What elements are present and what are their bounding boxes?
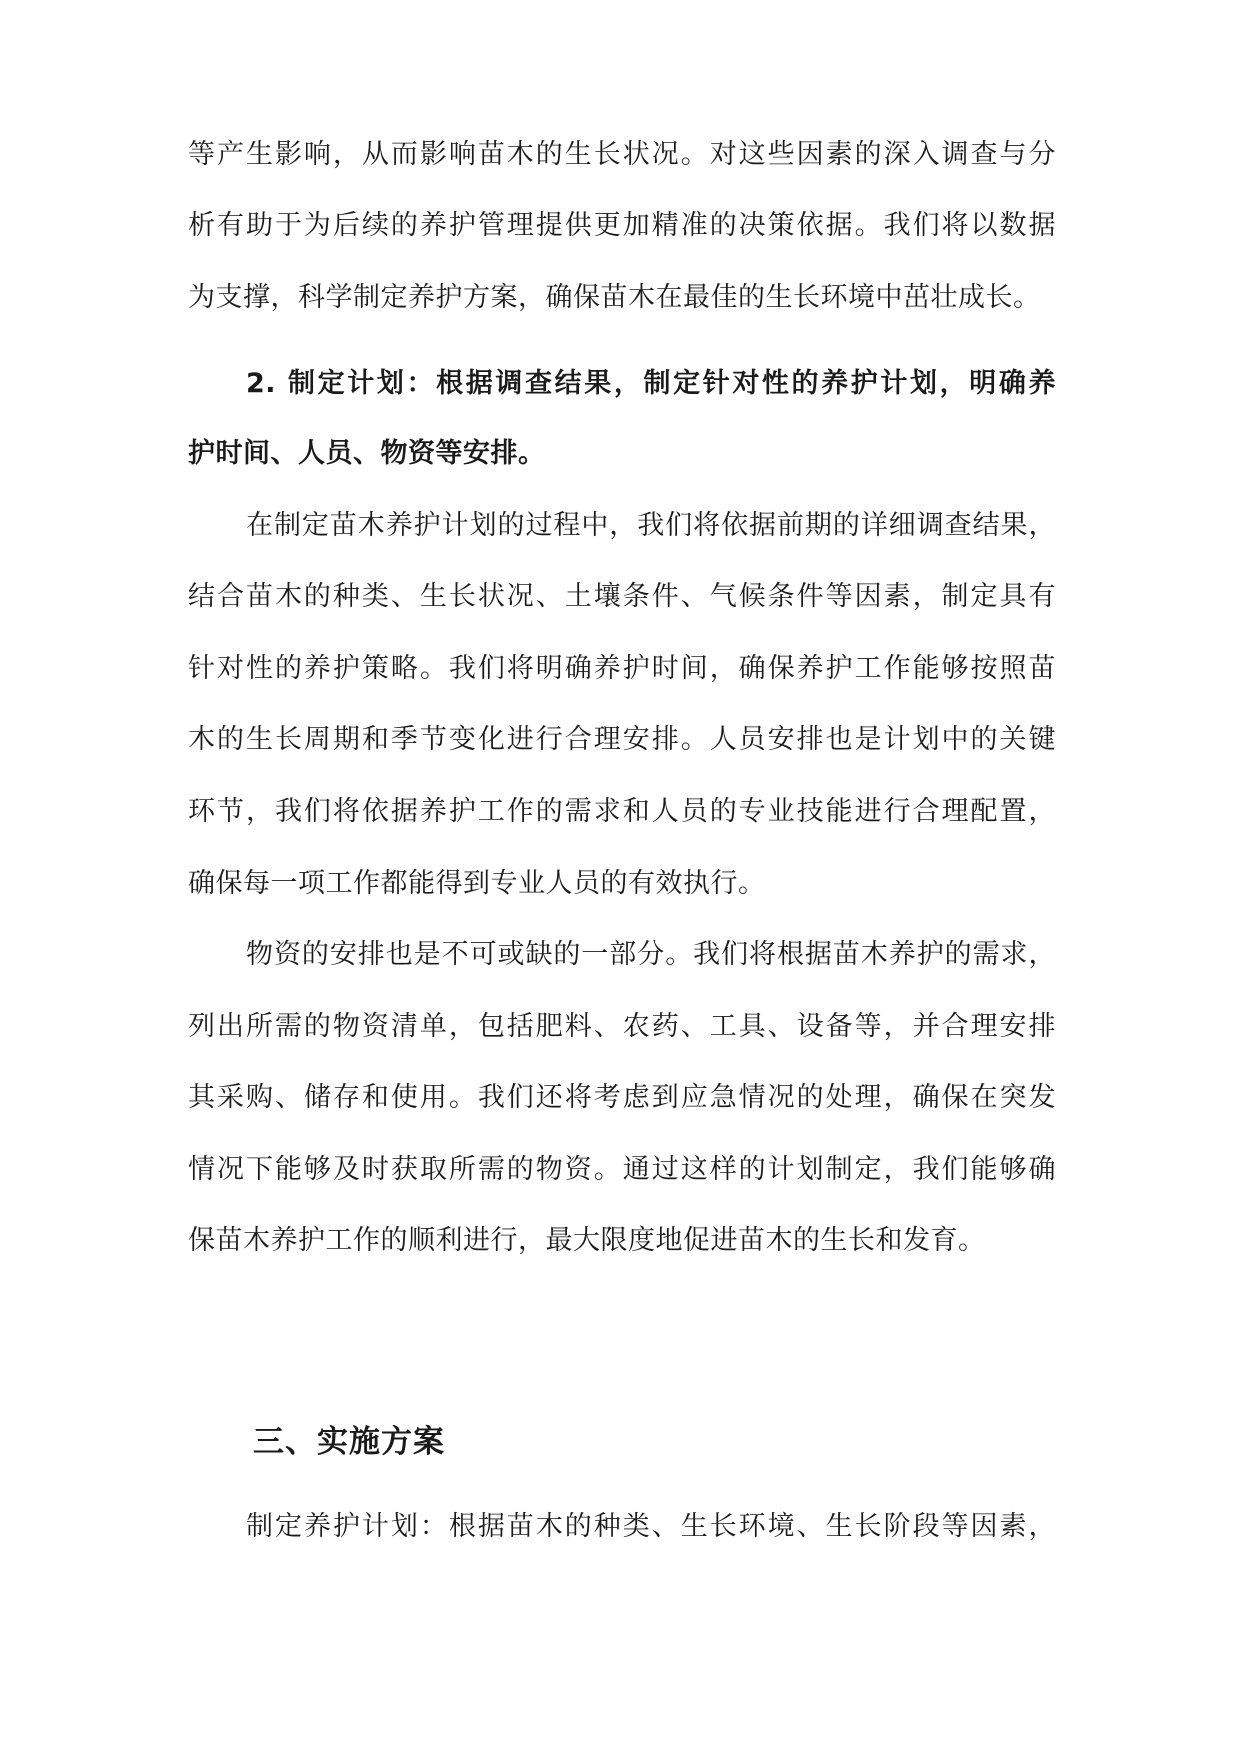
paragraph-3-line-5: 保苗木养护工作的顺利进行，最大限度地促进苗木的生长和发育。	[188, 1225, 986, 1256]
paragraph-4-line-1: 制定养护计划：根据苗木的种类、生长环境、生长阶段等因素，	[246, 1511, 1056, 1542]
paragraph-2-line-2: 结合苗木的种类、生长状况、土壤条件、气候条件等因素，制定具有	[188, 581, 1056, 612]
paragraph-3-line-3: 其采购、储存和使用。我们还将考虑到应急情况的处理，确保在突发	[188, 1082, 1056, 1113]
paragraph-1-line-3: 为支撑，科学制定养护方案，确保苗木在最佳的生长环境中茁壮成长。	[188, 282, 1041, 313]
paragraph-3-line-1: 物资的安排也是不可或缺的一部分。我们将根据苗木养护的需求，	[246, 939, 1056, 970]
paragraph-1-line-2: 析有助于为后续的养护管理提供更加精准的决策依据。我们将以数据	[188, 210, 1056, 241]
item-2-heading-line-1: 2. 制定计划：根据调查结果，制定针对性的养护计划，明确养	[246, 368, 1056, 399]
paragraph-2-line-1: 在制定苗木养护计划的过程中，我们将依据前期的详细调查结果，	[246, 510, 1056, 541]
section-3-title: 三、实施方案	[253, 1424, 445, 1460]
paragraph-3-line-2: 列出所需的物资清单，包括肥料、农药、工具、设备等，并合理安排	[188, 1011, 1056, 1042]
paragraph-3-line-4: 情况下能够及时获取所需的物资。通过这样的计划制定，我们能够确	[188, 1154, 1056, 1185]
paragraph-2-line-5: 环节，我们将依据养护工作的需求和人员的专业技能进行合理配置，	[188, 796, 1056, 827]
paragraph-2-line-6: 确保每一项工作都能得到专业人员的有效执行。	[188, 868, 766, 899]
paragraph-2-line-4: 木的生长周期和季节变化进行合理安排。人员安排也是计划中的关键	[188, 724, 1056, 755]
paragraph-2-line-3: 针对性的养护策略。我们将明确养护时间，确保养护工作能够按照苗	[188, 653, 1056, 684]
paragraph-1-line-1: 等产生影响，从而影响苗木的生长状况。对这些因素的深入调查与分	[188, 139, 1056, 170]
item-2-heading-line-2: 护时间、人员、物资等安排。	[188, 438, 546, 469]
